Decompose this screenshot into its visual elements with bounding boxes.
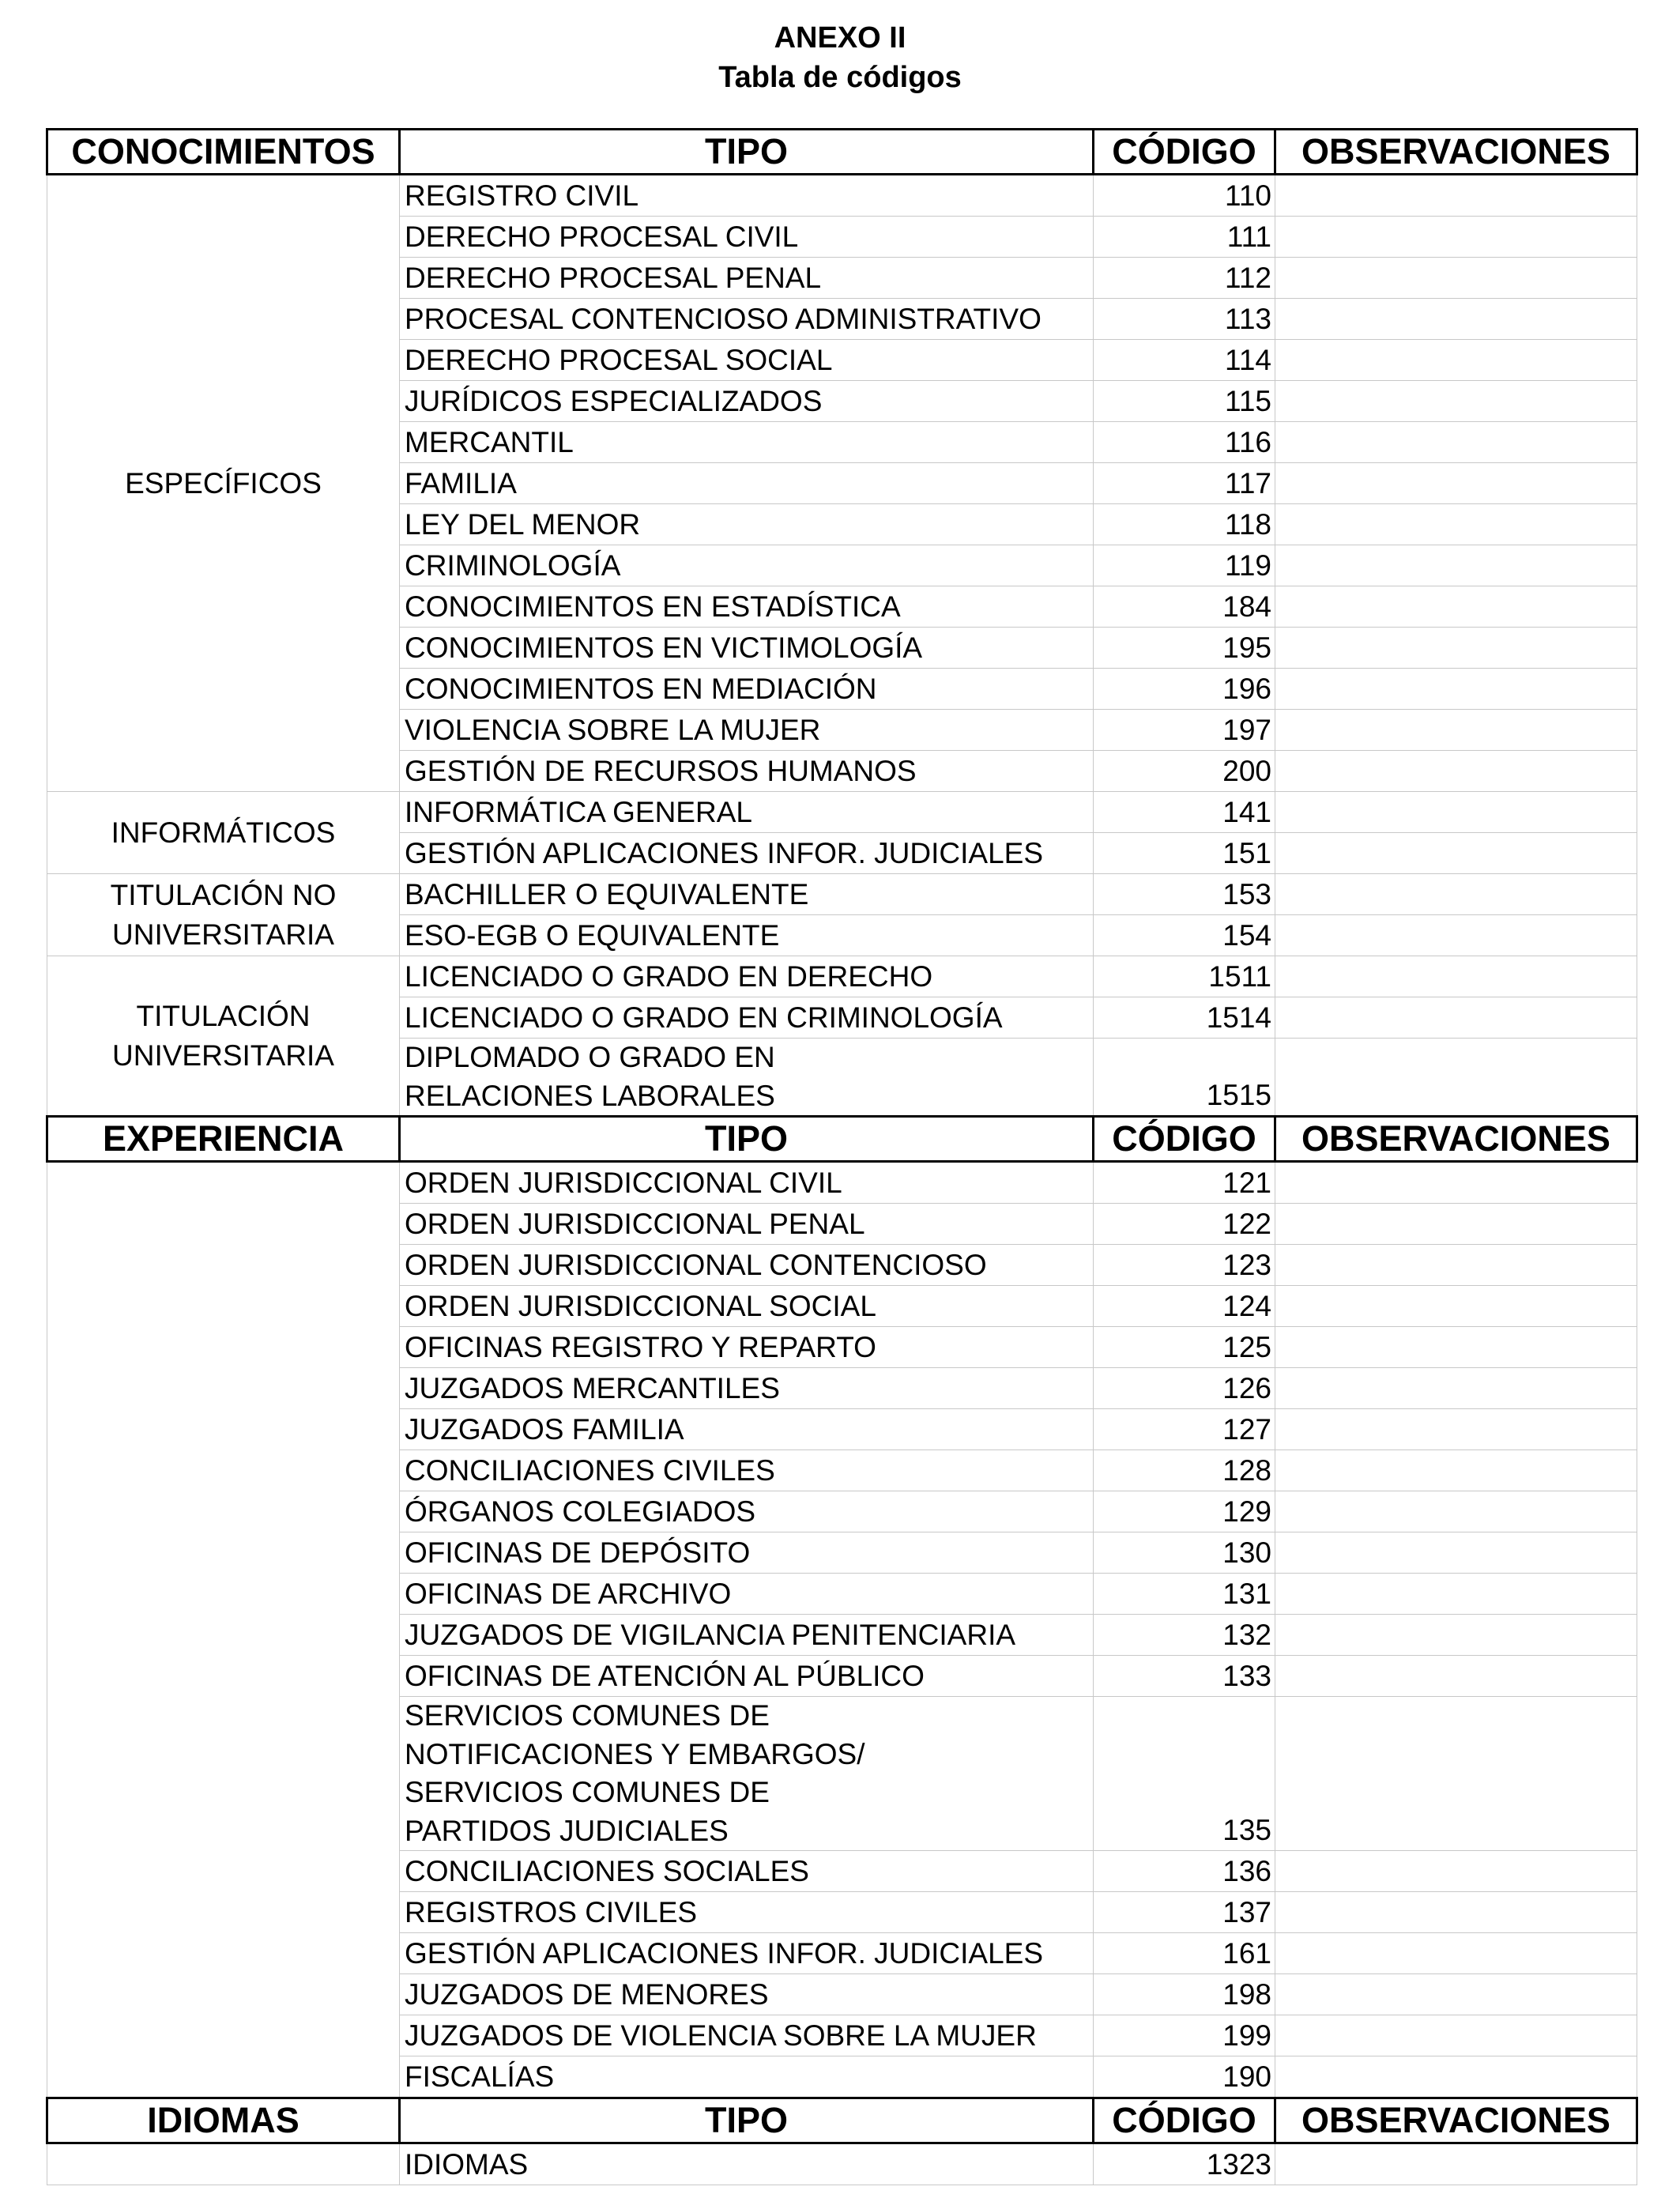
observaciones-cell <box>1275 1327 1637 1368</box>
tipo-cell: JUZGADOS DE VIGILANCIA PENITENCIARIA <box>400 1615 1094 1656</box>
tipo-line: SERVICIOS COMUNES DE <box>405 1776 770 1808</box>
codigo-cell: 1515 <box>1094 1039 1275 1117</box>
tipo-cell: JUZGADOS DE MENORES <box>400 1974 1094 2015</box>
tipo-cell: OFICINAS DE DEPÓSITO <box>400 1532 1094 1574</box>
column-header-codigo: CÓDIGO <box>1094 2098 1275 2143</box>
observaciones-cell <box>1275 710 1637 751</box>
codigo-cell: 184 <box>1094 586 1275 628</box>
category-cell <box>47 2143 400 2185</box>
tipo-cell: FISCALÍAS <box>400 2056 1094 2098</box>
observaciones-cell <box>1275 1368 1637 1409</box>
observaciones-cell <box>1275 1039 1637 1117</box>
observaciones-cell <box>1275 1286 1637 1327</box>
observaciones-cell <box>1275 504 1637 545</box>
column-header-tipo: TIPO <box>400 130 1094 175</box>
tipo-cell: CRIMINOLOGÍA <box>400 545 1094 586</box>
tipo-cell: LICENCIADO O GRADO EN DERECHO <box>400 956 1094 997</box>
codigo-cell: 198 <box>1094 1974 1275 2015</box>
observaciones-cell <box>1275 1162 1637 1204</box>
section-header-row <box>47 130 1637 175</box>
document-subtitle: Tabla de códigos <box>718 61 962 94</box>
tipo-cell: ORDEN JURISDICCIONAL PENAL <box>400 1204 1094 1245</box>
tipo-cell: ESO-EGB O EQUIVALENTE <box>400 915 1094 956</box>
codigo-cell: 127 <box>1094 1409 1275 1450</box>
category-cell: TITULACIÓN UNIVERSITARIA <box>47 956 400 1117</box>
tipo-cell: INFORMÁTICA GENERAL <box>400 792 1094 833</box>
codigo-cell: 190 <box>1094 2056 1275 2098</box>
tipo-cell: LICENCIADO O GRADO EN CRIMINOLOGÍA <box>400 997 1094 1039</box>
observaciones-cell <box>1275 586 1637 628</box>
tipo-cell: BACHILLER O EQUIVALENTE <box>400 874 1094 915</box>
codigo-cell: 197 <box>1094 710 1275 751</box>
tipo-cell: JUZGADOS FAMILIA <box>400 1409 1094 1450</box>
codigo-cell: 141 <box>1094 792 1275 833</box>
tipo-cell: OFICINAS DE ARCHIVO <box>400 1574 1094 1615</box>
observaciones-cell <box>1275 422 1637 463</box>
column-header-codigo: CÓDIGO <box>1094 130 1275 175</box>
tipo-cell: JUZGADOS MERCANTILES <box>400 1368 1094 1409</box>
observaciones-cell <box>1275 628 1637 669</box>
observaciones-cell <box>1275 545 1637 586</box>
tipo-cell: DERECHO PROCESAL PENAL <box>400 258 1094 299</box>
category-cell: TITULACIÓN NO UNIVERSITARIA <box>47 874 400 956</box>
codigo-cell: 122 <box>1094 1204 1275 1245</box>
codigo-cell: 119 <box>1094 545 1275 586</box>
column-header-observaciones: OBSERVACIONES <box>1275 1117 1637 1162</box>
tipo-cell: CONOCIMIENTOS EN VICTIMOLOGÍA <box>400 628 1094 669</box>
tipo-line: PARTIDOS JUDICIALES <box>405 1814 729 1847</box>
codigo-cell: 131 <box>1094 1574 1275 1615</box>
section-heading: IDIOMAS <box>47 2098 400 2143</box>
codigo-cell: 110 <box>1094 175 1275 217</box>
tipo-cell: GESTIÓN DE RECURSOS HUMANOS <box>400 751 1094 792</box>
observaciones-cell <box>1275 1532 1637 1574</box>
tipo-cell: ORDEN JURISDICCIONAL CIVIL <box>400 1162 1094 1204</box>
observaciones-cell <box>1275 1409 1637 1450</box>
column-header-codigo: CÓDIGO <box>1094 1117 1275 1162</box>
tipo-line: RELACIONES LABORALES <box>405 1079 775 1112</box>
codigo-cell: 161 <box>1094 1933 1275 1974</box>
tipo-cell: CONOCIMIENTOS EN ESTADÍSTICA <box>400 586 1094 628</box>
observaciones-cell <box>1275 381 1637 422</box>
codigo-cell: 116 <box>1094 422 1275 463</box>
codigo-cell: 132 <box>1094 1615 1275 1656</box>
observaciones-cell <box>1275 1450 1637 1491</box>
codigo-cell: 129 <box>1094 1491 1275 1532</box>
codigo-cell: 137 <box>1094 1892 1275 1933</box>
observaciones-cell <box>1275 1697 1637 1851</box>
tipo-cell: REGISTROS CIVILES <box>400 1892 1094 1933</box>
table-row <box>47 175 1637 217</box>
codigo-cell: 1323 <box>1094 2143 1275 2185</box>
column-header-observaciones: OBSERVACIONES <box>1275 2098 1637 2143</box>
tipo-cell: IDIOMAS <box>400 2143 1094 2185</box>
section-header-row <box>47 2098 1637 2143</box>
codigo-cell: 115 <box>1094 381 1275 422</box>
codigo-cell: 114 <box>1094 340 1275 381</box>
observaciones-cell <box>1275 997 1637 1039</box>
observaciones-cell <box>1275 1491 1637 1532</box>
observaciones-cell <box>1275 1574 1637 1615</box>
codigo-cell: 118 <box>1094 504 1275 545</box>
section-heading: EXPERIENCIA <box>47 1117 400 1162</box>
tipo-cell: JUZGADOS DE VIOLENCIA SOBRE LA MUJER <box>400 2015 1094 2056</box>
tipo-cell: CONOCIMIENTOS EN MEDIACIÓN <box>400 669 1094 710</box>
observaciones-cell <box>1275 1851 1637 1892</box>
codigo-cell: 1511 <box>1094 956 1275 997</box>
observaciones-cell <box>1275 2015 1637 2056</box>
tipo-line: NOTIFICACIONES Y EMBARGOS/ <box>405 1737 865 1770</box>
observaciones-cell <box>1275 956 1637 997</box>
observaciones-cell <box>1275 2143 1637 2185</box>
tipo-cell: DERECHO PROCESAL CIVIL <box>400 217 1094 258</box>
tipo-cell: DERECHO PROCESAL SOCIAL <box>400 340 1094 381</box>
codigo-cell: 151 <box>1094 833 1275 874</box>
category-cell: INFORMÁTICOS <box>47 792 400 874</box>
codigo-cell: 111 <box>1094 217 1275 258</box>
observaciones-cell <box>1275 1974 1637 2015</box>
observaciones-cell <box>1275 340 1637 381</box>
observaciones-cell <box>1275 463 1637 504</box>
table-row <box>47 2143 1637 2185</box>
column-header-tipo: TIPO <box>400 1117 1094 1162</box>
observaciones-cell <box>1275 299 1637 340</box>
codigo-cell: 124 <box>1094 1286 1275 1327</box>
codigo-cell: 123 <box>1094 1245 1275 1286</box>
tipo-cell: JURÍDICOS ESPECIALIZADOS <box>400 381 1094 422</box>
codigo-cell: 130 <box>1094 1532 1275 1574</box>
codigo-cell: 112 <box>1094 258 1275 299</box>
category-cell <box>47 1162 400 2098</box>
column-header-tipo: TIPO <box>400 2098 1094 2143</box>
observaciones-cell <box>1275 792 1637 833</box>
codes-table-body <box>47 130 1637 2185</box>
tipo-cell: GESTIÓN APLICACIONES INFOR. JUDICIALES <box>400 1933 1094 1974</box>
observaciones-cell <box>1275 1892 1637 1933</box>
codigo-cell: 125 <box>1094 1327 1275 1368</box>
codigo-cell: 128 <box>1094 1450 1275 1491</box>
table-row <box>47 956 1637 997</box>
column-header-observaciones: OBSERVACIONES <box>1275 130 1637 175</box>
section-header-row <box>47 1117 1637 1162</box>
observaciones-cell <box>1275 1615 1637 1656</box>
observaciones-cell <box>1275 175 1637 217</box>
tipo-cell: GESTIÓN APLICACIONES INFOR. JUDICIALES <box>400 833 1094 874</box>
tipo-cell: ORDEN JURISDICCIONAL SOCIAL <box>400 1286 1094 1327</box>
codigo-cell: 133 <box>1094 1656 1275 1697</box>
codigo-cell: 135 <box>1094 1697 1275 1851</box>
tipo-cell: VIOLENCIA SOBRE LA MUJER <box>400 710 1094 751</box>
tipo-cell: OFICINAS REGISTRO Y REPARTO <box>400 1327 1094 1368</box>
codigo-cell: 196 <box>1094 669 1275 710</box>
codigo-cell: 126 <box>1094 1368 1275 1409</box>
tipo-cell: FAMILIA <box>400 463 1094 504</box>
tipo-cell: OFICINAS DE ATENCIÓN AL PÚBLICO <box>400 1656 1094 1697</box>
observaciones-cell <box>1275 1245 1637 1286</box>
observaciones-cell <box>1275 258 1637 299</box>
codigo-cell: 121 <box>1094 1162 1275 1204</box>
observaciones-cell <box>1275 1204 1637 1245</box>
table-row <box>47 874 1637 915</box>
codigo-cell: 117 <box>1094 463 1275 504</box>
observaciones-cell <box>1275 915 1637 956</box>
category-cell: ESPECÍFICOS <box>47 175 400 792</box>
codigo-cell: 200 <box>1094 751 1275 792</box>
observaciones-cell <box>1275 1656 1637 1697</box>
codigo-cell: 113 <box>1094 299 1275 340</box>
document-title: ANEXO II <box>774 21 906 55</box>
codigo-cell: 199 <box>1094 2015 1275 2056</box>
codigo-cell: 195 <box>1094 628 1275 669</box>
codes-table <box>46 128 1638 2185</box>
table-row <box>47 1162 1637 1204</box>
observaciones-cell <box>1275 1933 1637 1974</box>
observaciones-cell <box>1275 751 1637 792</box>
tipo-line: SERVICIOS COMUNES DE <box>405 1699 770 1732</box>
tipo-cell: REGISTRO CIVIL <box>400 175 1094 217</box>
observaciones-cell <box>1275 669 1637 710</box>
codigo-cell: 136 <box>1094 1851 1275 1892</box>
tipo-cell: CONCILIACIONES CIVILES <box>400 1450 1094 1491</box>
observaciones-cell <box>1275 217 1637 258</box>
codigo-cell: 154 <box>1094 915 1275 956</box>
table-row <box>47 792 1637 833</box>
codigo-cell: 1514 <box>1094 997 1275 1039</box>
tipo-cell <box>400 1039 1094 1117</box>
observaciones-cell <box>1275 2056 1637 2098</box>
observaciones-cell <box>1275 833 1637 874</box>
tipo-cell: PROCESAL CONTENCIOSO ADMINISTRATIVO <box>400 299 1094 340</box>
tipo-cell: ÓRGANOS COLEGIADOS <box>400 1491 1094 1532</box>
tipo-cell: LEY DEL MENOR <box>400 504 1094 545</box>
section-heading: CONOCIMIENTOS <box>47 130 400 175</box>
tipo-cell: MERCANTIL <box>400 422 1094 463</box>
observaciones-cell <box>1275 874 1637 915</box>
tipo-cell: ORDEN JURISDICCIONAL CONTENCIOSO <box>400 1245 1094 1286</box>
tipo-cell <box>400 1697 1094 1851</box>
tipo-cell: CONCILIACIONES SOCIALES <box>400 1851 1094 1892</box>
codigo-cell: 153 <box>1094 874 1275 915</box>
tipo-line: DIPLOMADO O GRADO EN <box>405 1041 775 1073</box>
